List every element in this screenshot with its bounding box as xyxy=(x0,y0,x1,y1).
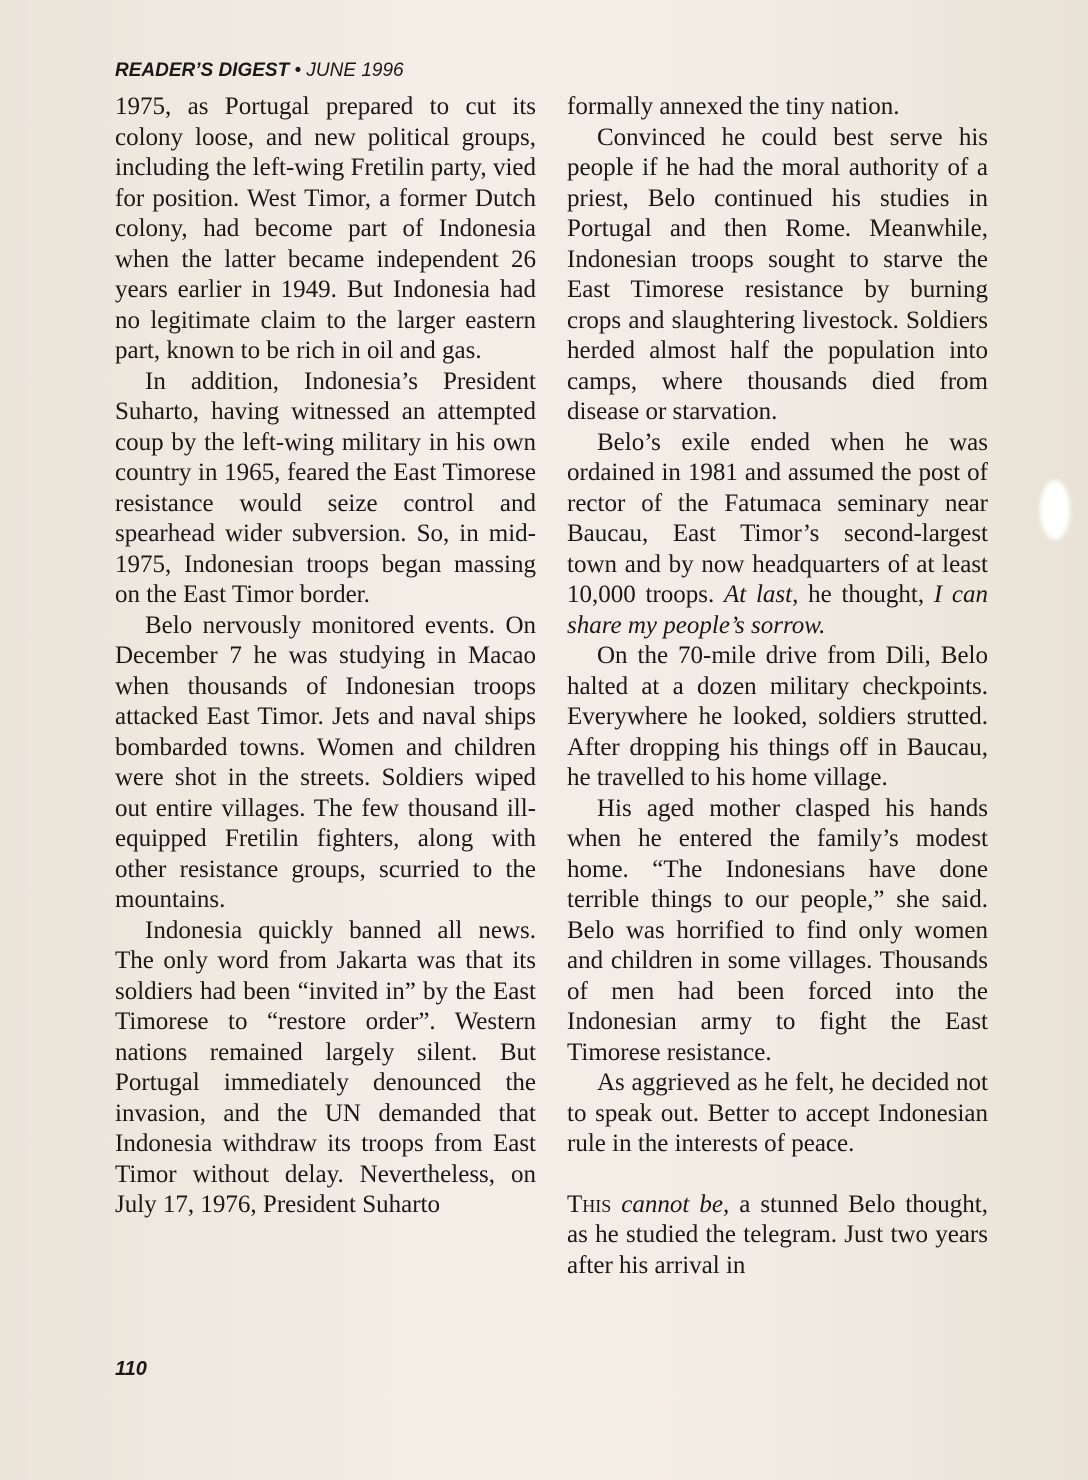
italic-thought: cannot be, xyxy=(621,1190,730,1218)
small-caps-lead: This xyxy=(567,1190,612,1218)
paragraph: In addition, Indonesia’s President Suharto, having witnessed an attempted coup by the left-wing military in his own country in 1965, feared the East Timorese resistance would seize control and spearhead wider subversion. So, in mid-1975, Indonesian troops began massing on the East Timor border. xyxy=(115,367,536,608)
paragraph xyxy=(567,428,988,642)
section-opening-paragraph xyxy=(567,1190,988,1282)
running-head-separator: • xyxy=(289,60,307,81)
right-column xyxy=(567,92,988,1281)
left-column xyxy=(115,92,536,1221)
paragraph: 1975, as Portugal prepared to cut its colony loose, and new political groups, including the left-wing Fretilin party, vied for position. West Timor, a former Dutch colony, had become part of Indonesia when the latter became independent 26 years earlier in 1949. But Indonesia had no legitimate claim to the larger eastern part, known to be rich in oil and gas. xyxy=(115,93,536,364)
paragraph-text: a stunned Belo thought, as he studied the telegram. Just two years after his arrival in xyxy=(567,1190,988,1279)
publication-name: READER’S DIGEST xyxy=(115,60,290,81)
issue-date: JUNE 1996 xyxy=(306,60,404,81)
paragraph: Convinced he could best serve his people if he had the moral authority of a priest, Belo continued his studies in Portugal and then Rome. Meanwhile, Indonesian troops sought to starve the East Timorese resistance by burning crops and slaughtering livestock. Soldiers herded almost half the population into camps, where thousands died from disease or starvation. xyxy=(567,123,988,425)
italic-thought: At last, xyxy=(724,581,799,608)
paragraph: formally annexed the tiny nation. xyxy=(567,93,900,120)
italic-thought: I can share my people’s sorrow. xyxy=(567,581,989,639)
page-number: 110 xyxy=(115,1358,147,1380)
paragraph: As aggrieved as he felt, he decided not to speak out. Better to accept Indonesian rule in the interests of peace. xyxy=(567,1069,988,1157)
paragraph: Belo nervously monitored events. On December 7 he was studying in Macao when thousands of Indonesian troops attacked East Timor. Jets and naval ships bombarded towns. Women and children were shot in the streets. Soldiers wiped out entire villages. The few thousand ill-equipped Fretilin fighters, along with other resistance groups, scurried to the mountains. xyxy=(115,611,536,913)
running-head xyxy=(115,60,404,82)
paragraph-text: Belo’s exile ended when he was ordained in 1981 and assumed the post of rector of the Fatumaca seminary near Baucau, East Timor’s second-largest town and by now headquarters of at least 10,000 troops. xyxy=(567,428,988,608)
paragraph: On the 70-mile drive from Dili, Belo halted at a dozen military checkpoints. Everywhere he looked, soldiers strutted. After dropping his things off in Baucau, he travelled to his home village. xyxy=(567,642,988,791)
paper-stain xyxy=(1040,480,1070,540)
paragraph: Indonesia quickly banned all news. The only word from Jakarta was that its soldiers had been “invited in” by the East Timorese to “restore order”. Western nations remained largely silent. But Portugal immediately denounced the invasion, and the UN demanded that Indonesia withdraw its troops from East Timor without delay. Nevertheless, on July 17, 1976, President Suharto xyxy=(115,916,536,1218)
paragraph-text: he thought, xyxy=(808,581,925,608)
paragraph: His aged mother clasped his hands when he entered the family’s modest home. “The Indonesians have done terrible things to our people,” she said. Belo was horrified to find only women and children in some villages. Thousands of men had been forced into the Indonesian army to fight the East Timorese resistance. xyxy=(567,794,988,1066)
